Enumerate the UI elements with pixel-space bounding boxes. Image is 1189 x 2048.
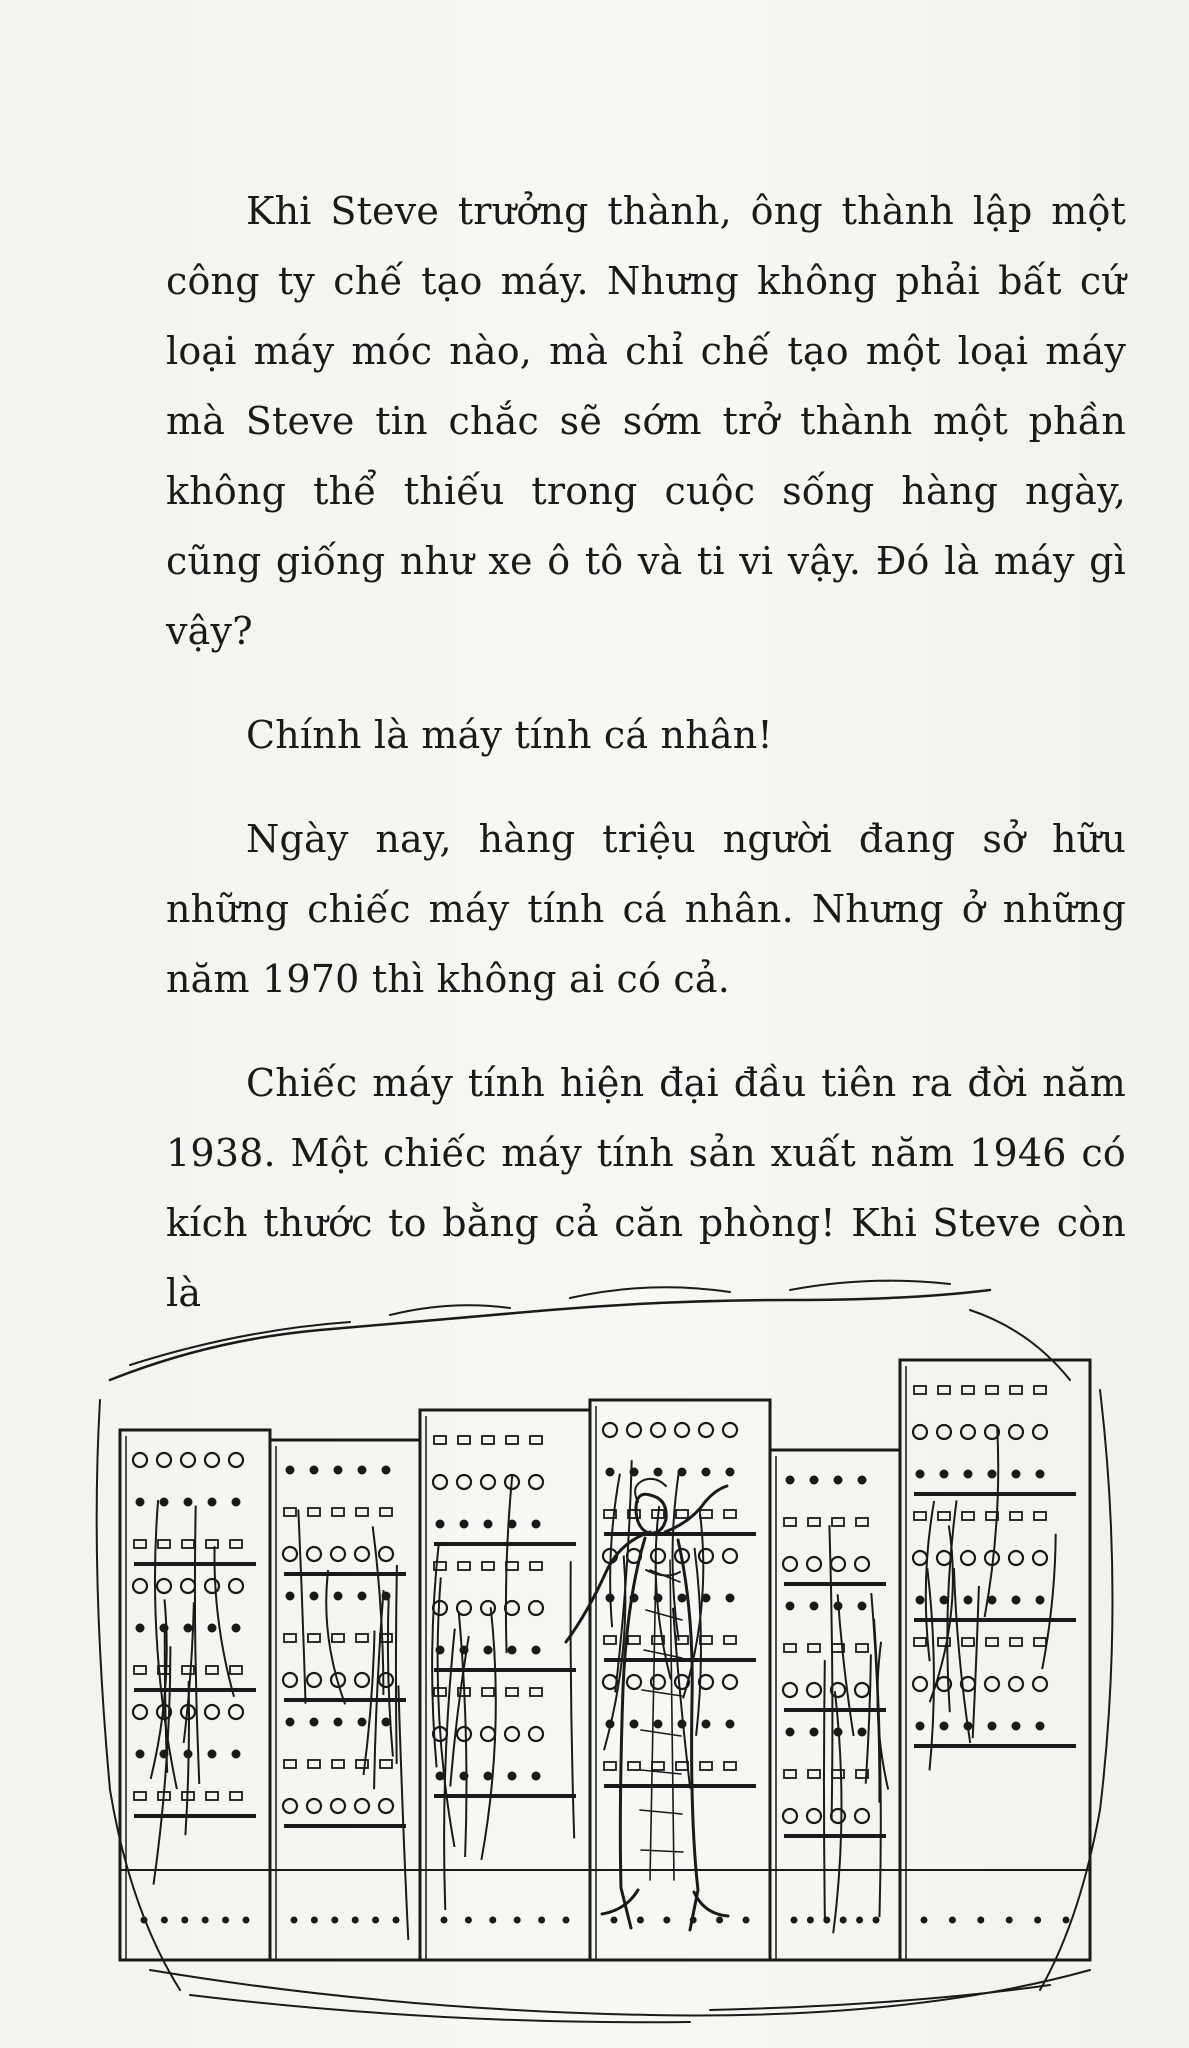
body-text — [166, 176, 1126, 1328]
paragraph-1: Khi Steve trưởng thành, ông thành lập một công ty chế tạo máy. Nhưng không phải bất cứ loại máy móc nào, mà chỉ chế tạo một loại máy mà Steve tin chắc sẽ sớm trở thành một phần không thể thiếu trong cuộc sống hàng ngày, cũng giống như xe ô tô và ti vi vậy. Đó là máy gì vậy? — [166, 189, 1126, 653]
paragraph-2: Chính là máy tính cá nhân! — [246, 713, 773, 757]
computer-room-illustration — [90, 1270, 1130, 2030]
paragraph-3: Ngày nay, hàng triệu người đang sở hữu những chiếc máy tính cá nhân. Nhưng ở những năm 1970 thì không ai có cả. — [166, 817, 1126, 1001]
paragraph-4: Chiếc máy tính hiện đại đầu tiên ra đời năm 1938. Một chiếc máy tính sản xuất năm 1946 có kích thước to bằng cả căn phòng! Khi Steve còn là — [166, 1061, 1126, 1315]
